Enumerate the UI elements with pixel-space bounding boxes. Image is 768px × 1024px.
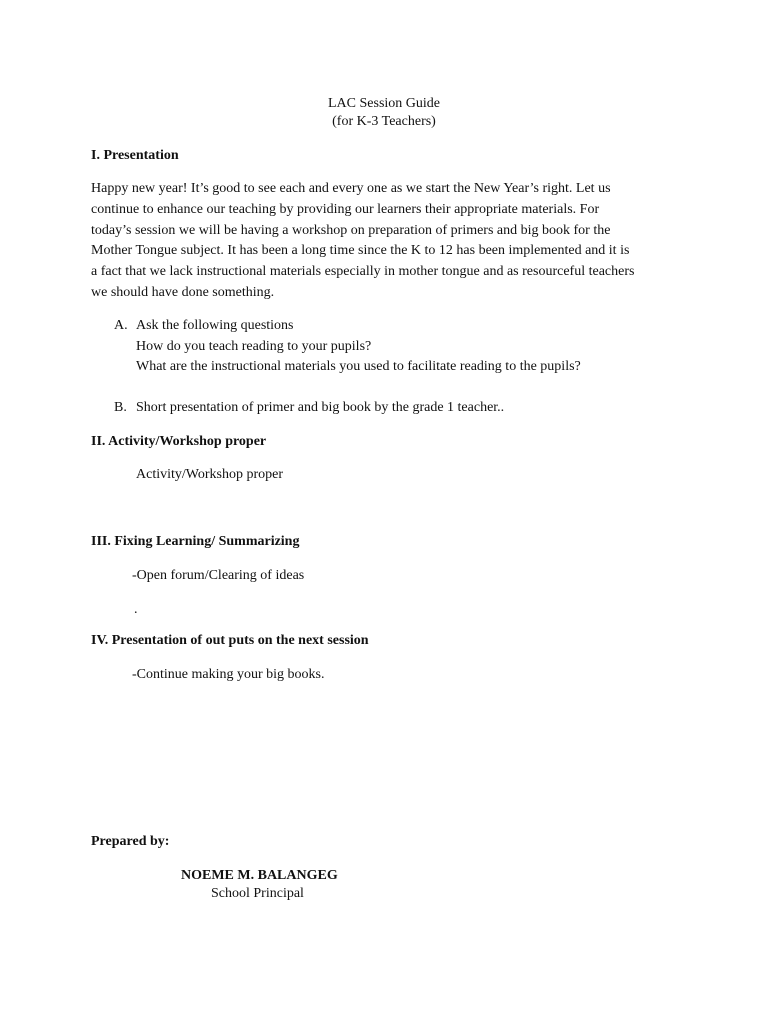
- paragraph-line: continue to enhance our teaching by providing our learners their appropriate materials. For: [91, 201, 600, 217]
- presentation-paragraph: [91, 179, 681, 304]
- fixing-learning-body: -Open forum/Clearing of ideas: [132, 568, 305, 583]
- signatory-position: School Principal: [211, 886, 304, 901]
- list-marker-a: A.: [114, 318, 128, 333]
- signatory-name: NOEME M. BALANGEG: [181, 868, 338, 883]
- section-heading-fixing-learning: III. Fixing Learning/ Summarizing: [91, 534, 300, 549]
- section-heading-presentation: I. Presentation: [91, 148, 179, 163]
- section-heading-outputs: IV. Presentation of out puts on the next session: [91, 633, 369, 648]
- section-heading-activity: II. Activity/Workshop proper: [91, 434, 267, 449]
- paragraph-line: we should have done something.: [91, 284, 275, 300]
- paragraph-line: a fact that we lack instructional materials especially in mother tongue and as resourceful teachers: [91, 264, 635, 280]
- paragraph-line: today’s session we will be having a workshop on preparation of primers and big book for the: [91, 222, 611, 238]
- activity-body: Activity/Workshop proper: [136, 467, 284, 482]
- list-marker-b: B.: [114, 400, 127, 415]
- stray-dot: .: [134, 602, 138, 617]
- question-line: How do you teach reading to your pupils?: [136, 339, 372, 354]
- document-title: LAC Session Guide: [328, 96, 440, 111]
- question-line: What are the instructional materials you used to facilitate reading to the pupils?: [136, 359, 581, 374]
- list-item-b: Short presentation of primer and big book by the grade 1 teacher..: [136, 400, 505, 415]
- paragraph-line: Mother Tongue subject. It has been a long time since the K to 12 has been implemented and it is: [91, 243, 630, 259]
- document-subtitle: (for K-3 Teachers): [332, 114, 436, 129]
- list-item-a: Ask the following questions: [136, 318, 294, 333]
- outputs-body: -Continue making your big books.: [132, 667, 325, 682]
- prepared-by-label: Prepared by:: [91, 834, 170, 849]
- paragraph-line: Happy new year! It’s good to see each and every one as we start the New Year’s right. Let us: [91, 181, 611, 196]
